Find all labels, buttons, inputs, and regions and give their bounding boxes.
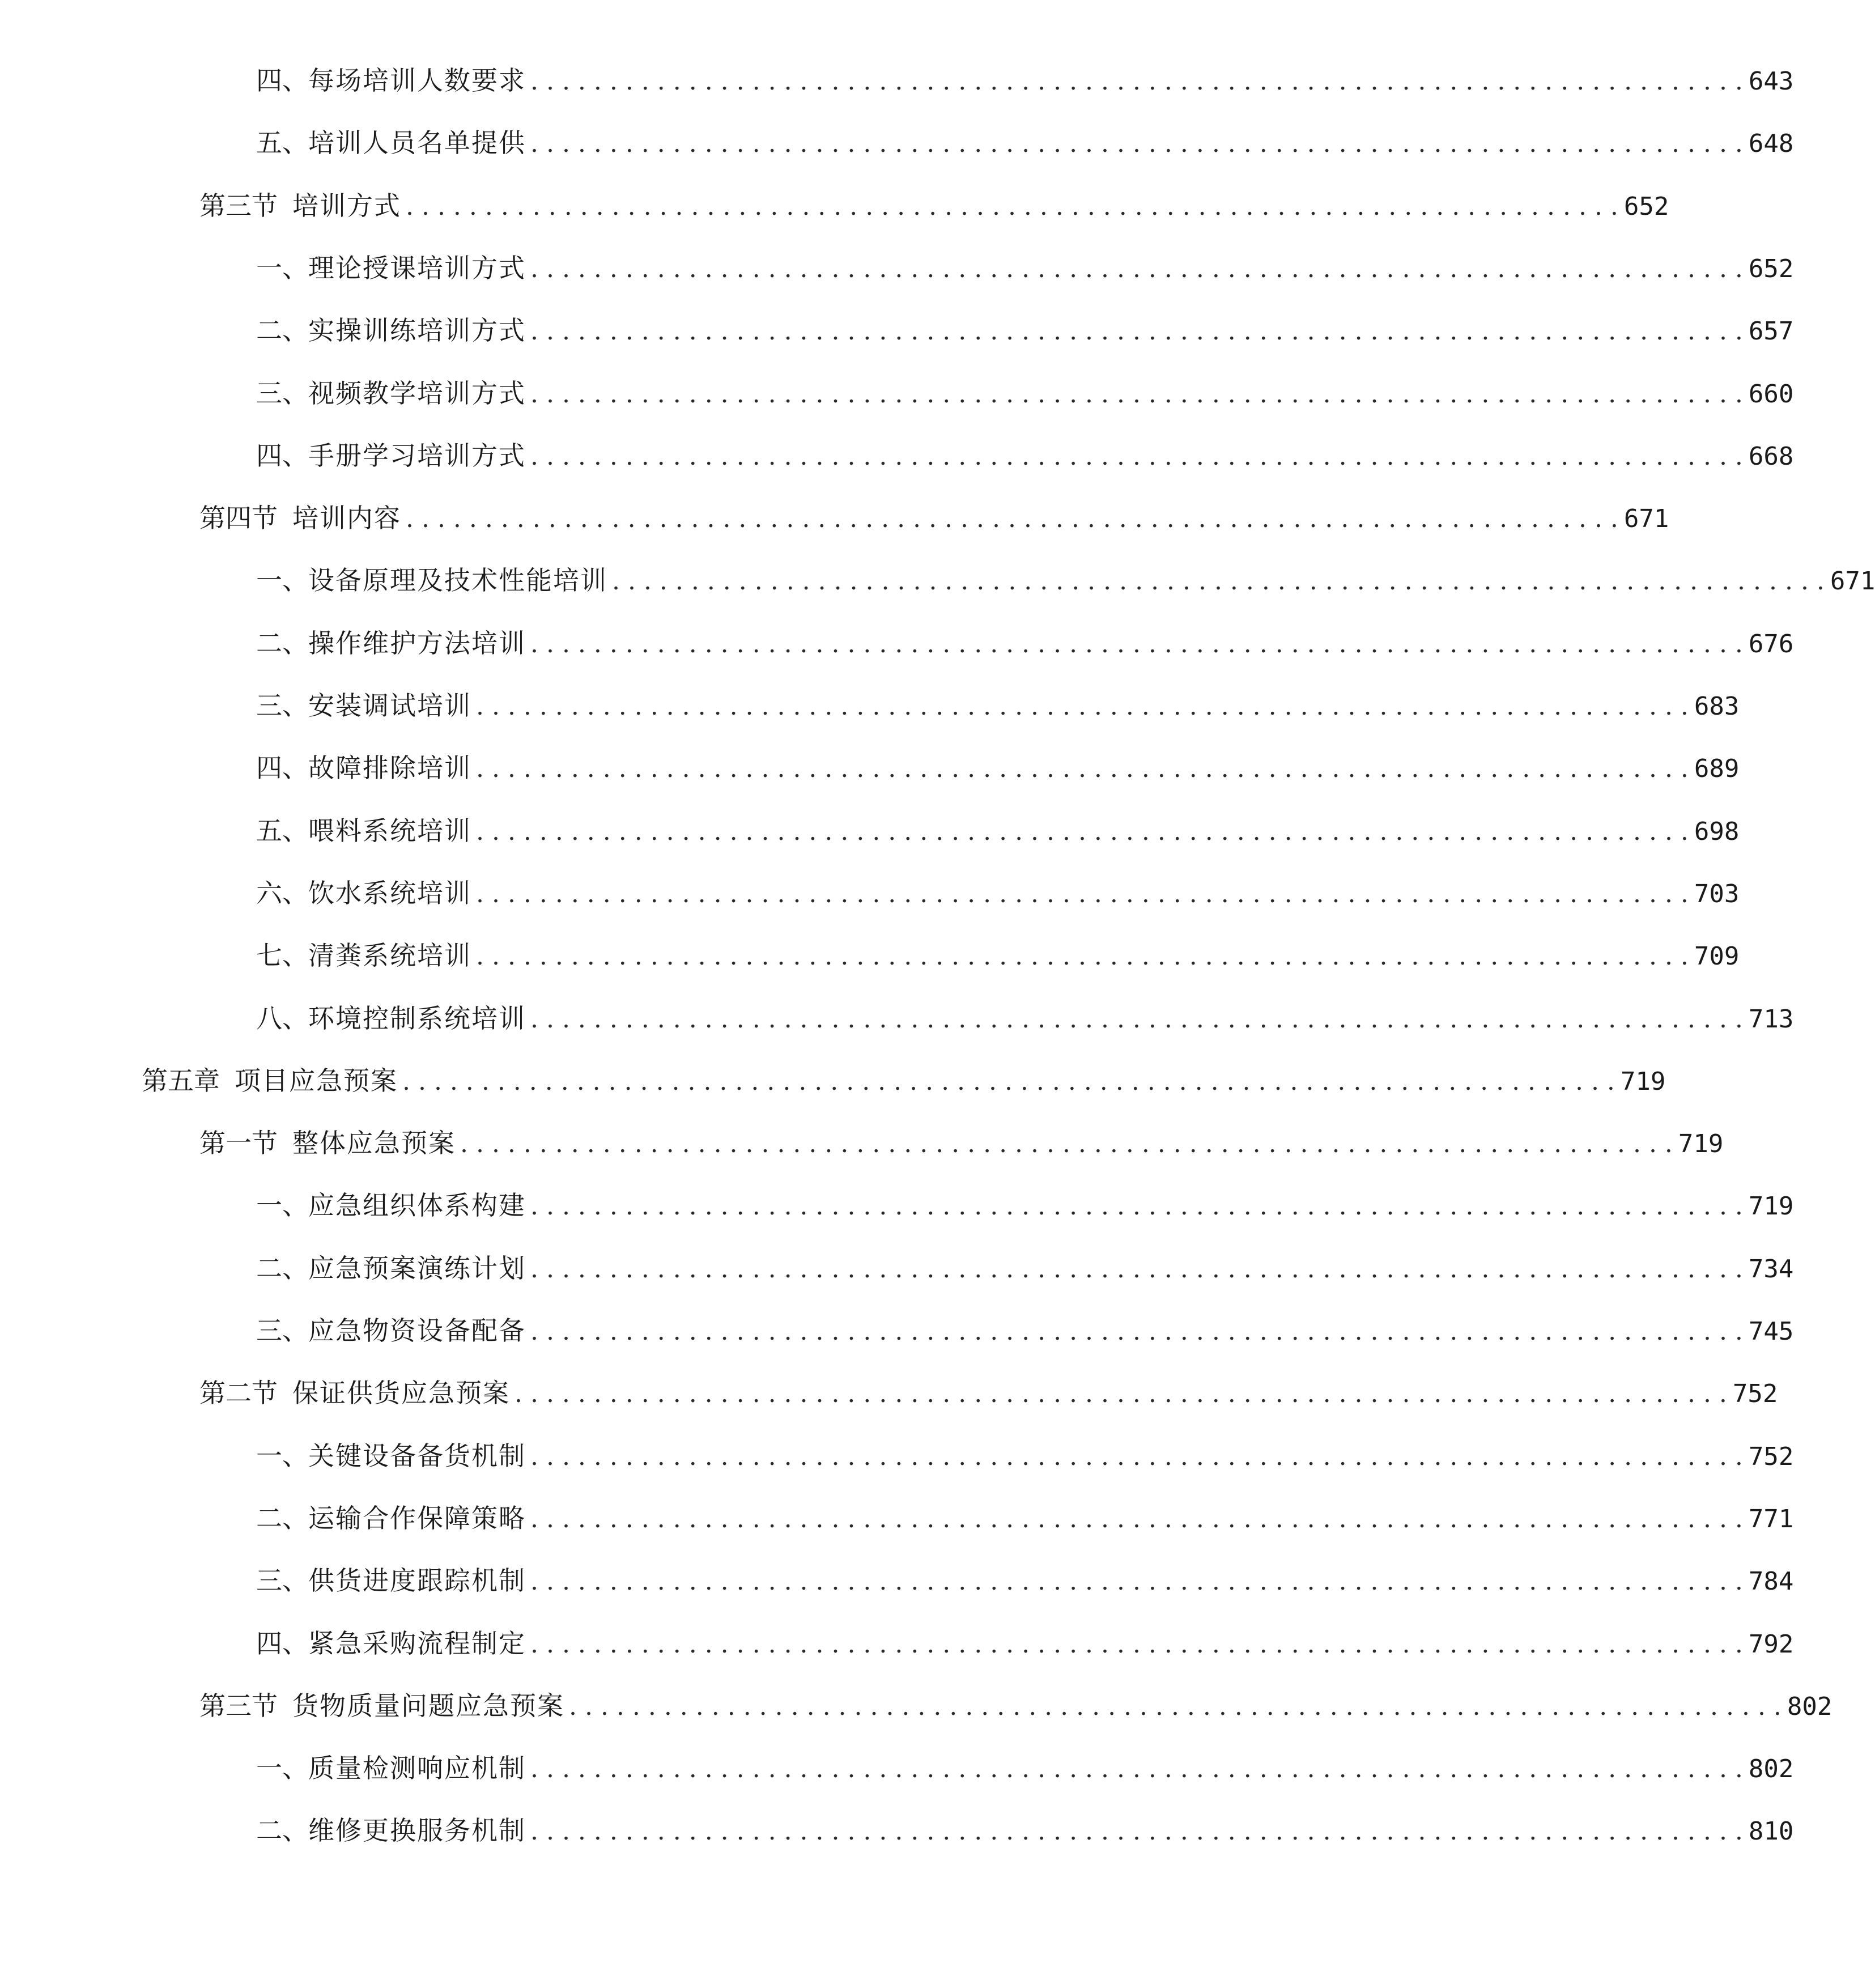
toc-entry[interactable] — [199, 1683, 1833, 1728]
entry-marker: 第五章 — [142, 1065, 220, 1096]
entry-title: 维修更换服务机制 — [308, 1815, 526, 1846]
toc-entry[interactable] — [256, 1308, 1794, 1353]
entry-title: 培训人员名单提供 — [308, 128, 526, 159]
dot-leader: . . . . . . . . . . . . . . . . . . . . . . . . . . . . . . . . . . . . . . . . . . . . . . . . . . . . . . . . . . . . . . . . . . . . . . . . . . . . . — [530, 1254, 1743, 1284]
toc-entry[interactable] — [256, 120, 1794, 165]
page-number: 802 — [1748, 1755, 1794, 1784]
dot-leader: . . . . . . . . . . . . . . . . . . . . . . . . . . . . . . . . . . . . . . . . . . . . . . . . . . . . . . . . . . . . . . . . . . . . . . . . . . . . . — [406, 504, 1618, 534]
dot-leader: . . . . . . . . . . . . . . . . . . . . . . . . . . . . . . . . . . . . . . . . . . . . . . . . . . . . . . . . . . . . . . . . . . . . . . . . . . . . . — [530, 129, 1743, 159]
toc-entry[interactable] — [256, 558, 1875, 603]
page-number: 683 — [1694, 692, 1740, 721]
dot-leader: . . . . . . . . . . . . . . . . . . . . . . . . . . . . . . . . . . . . . . . . . . . . . . . . . . . . . . . . . . . . . . . . . . . . . . . . . . . . . — [530, 1004, 1743, 1034]
toc-entry[interactable] — [256, 58, 1794, 103]
entry-marker: 第一节 — [199, 1128, 278, 1159]
toc-entry[interactable] — [199, 1370, 1778, 1416]
entry-title: 环境控制系统培训 — [308, 1003, 526, 1034]
entry-marker: 三、 — [256, 690, 308, 721]
entry-title: 应急组织体系构建 — [308, 1190, 526, 1221]
entry-marker: 二、 — [256, 315, 308, 346]
entry-marker: 一、 — [256, 565, 308, 596]
toc-entry[interactable] — [256, 621, 1794, 666]
dot-leader: . . . . . . . . . . . . . . . . . . . . . . . . . . . . . . . . . . . . . . . . . . . . . . . . . . . . . . . . . . . . . . . . . . . . . . . . . . . . . — [530, 441, 1743, 471]
dot-leader: . . . . . . . . . . . . . . . . . . . . . . . . . . . . . . . . . . . . . . . . . . . . . . . . . . . . . . . . . . . . . . . . . . . . . . . . . . . . . — [460, 1129, 1673, 1159]
dot-leader: . . . . . . . . . . . . . . . . . . . . . . . . . . . . . . . . . . . . . . . . . . . . . . . . . . . . . . . . . . . . . . . . . . . . . . . . . . . . . — [530, 1629, 1743, 1659]
page-number: 660 — [1748, 379, 1794, 409]
toc-entry[interactable] — [256, 808, 1740, 853]
entry-marker: 三、 — [256, 1565, 308, 1596]
entry-marker: 第三节 — [199, 1690, 278, 1721]
entry-marker: 一、 — [256, 1190, 308, 1221]
entry-title: 保证供货应急预案 — [292, 1378, 510, 1409]
entry-marker: 八、 — [256, 1003, 308, 1034]
dot-leader: . . . . . . . . . . . . . . . . . . . . . . . . . . . . . . . . . . . . . . . . . . . . . . . . . . . . . . . . . . . . . . . . . . . . . . . . . . . . . — [530, 629, 1743, 659]
dot-leader: . . . . . . . . . . . . . . . . . . . . . . . . . . . . . . . . . . . . . . . . . . . . . . . . . . . . . . . . . . . . . . . . . . . . . . . . . . . . . — [530, 317, 1743, 346]
entry-title: 培训方式 — [292, 190, 401, 221]
entry-title: 关键设备备货机制 — [308, 1440, 526, 1471]
page-number: 652 — [1623, 192, 1669, 221]
entry-title: 操作维护方法培训 — [308, 627, 526, 659]
toc-entry[interactable] — [256, 308, 1794, 353]
page-number: 771 — [1748, 1504, 1794, 1534]
dot-leader: . . . . . . . . . . . . . . . . . . . . . . . . . . . . . . . . . . . . . . . . . . . . . . . . . . . . . . . . . . . . . . . . . . . . . . . . . . . . . — [569, 1692, 1782, 1721]
toc-entry[interactable] — [256, 245, 1794, 291]
page-number: 652 — [1748, 254, 1794, 283]
entry-title: 故障排除培训 — [308, 753, 471, 784]
entry-marker: 第二节 — [199, 1378, 278, 1409]
entry-marker: 四、 — [256, 753, 308, 784]
dot-leader: . . . . . . . . . . . . . . . . . . . . . . . . . . . . . . . . . . . . . . . . . . . . . . . . . . . . . . . . . . . . . . . . . . . . . . . . . . . . . — [530, 1755, 1743, 1784]
toc-entry[interactable] — [256, 1246, 1794, 1291]
entry-marker: 一、 — [256, 252, 308, 283]
page-number: 719 — [1678, 1129, 1724, 1159]
dot-leader: . . . . . . . . . . . . . . . . . . . . . . . . . . . . . . . . . . . . . . . . . . . . . . . . . . . . . . . . . . . . . . . . . . . . . . . . . . . . . — [476, 692, 1689, 721]
page-number: 802 — [1787, 1692, 1833, 1721]
dot-leader: . . . . . . . . . . . . . . . . . . . . . . . . . . . . . . . . . . . . . . . . . . . . . . . . . . . . . . . . . . . . . . . . . . . . . . . . . . . . . — [530, 254, 1743, 283]
toc-entry[interactable] — [256, 371, 1794, 416]
toc-entry[interactable] — [256, 683, 1740, 728]
entry-marker: 第四节 — [199, 503, 278, 534]
entry-marker: 四、 — [256, 1628, 308, 1659]
page-number: 709 — [1694, 942, 1740, 971]
page-number: 719 — [1620, 1067, 1666, 1096]
page-number: 671 — [1830, 567, 1875, 596]
entry-title: 理论授课培训方式 — [308, 252, 526, 283]
dot-leader: . . . . . . . . . . . . . . . . . . . . . . . . . . . . . . . . . . . . . . . . . . . . . . . . . . . . . . . . . . . . . . . . . . . . . . . . . . . . . — [530, 379, 1743, 409]
dot-leader: . . . . . . . . . . . . . . . . . . . . . . . . . . . . . . . . . . . . . . . . . . . . . . . . . . . . . . . . . . . . . . . . . . . . . . . . . . . . . — [515, 1379, 1727, 1409]
entry-title: 整体应急预案 — [292, 1128, 456, 1159]
dot-leader: . . . . . . . . . . . . . . . . . . . . . . . . . . . . . . . . . . . . . . . . . . . . . . . . . . . . . . . . . . . . . . . . . . . . . . . . . . . . . — [612, 567, 1825, 596]
entry-marker: 五、 — [256, 128, 308, 159]
entry-title: 喂料系统培训 — [308, 815, 471, 846]
page-number: 810 — [1748, 1817, 1794, 1846]
entry-title: 培训内容 — [292, 503, 401, 534]
page-number: 676 — [1748, 629, 1794, 659]
toc-entry[interactable] — [256, 1496, 1794, 1541]
entry-title: 清粪系统培训 — [308, 940, 471, 971]
entry-marker: 第三节 — [199, 190, 278, 221]
toc-entry[interactable] — [256, 933, 1740, 978]
toc-entry[interactable] — [256, 1183, 1794, 1228]
entry-marker: 六、 — [256, 877, 308, 908]
dot-leader: . . . . . . . . . . . . . . . . . . . . . . . . . . . . . . . . . . . . . . . . . . . . . . . . . . . . . . . . . . . . . . . . . . . . . . . . . . . . . — [530, 1192, 1743, 1221]
page-number: 719 — [1748, 1192, 1794, 1221]
page-number: 698 — [1694, 817, 1740, 846]
entry-marker: 二、 — [256, 1502, 308, 1534]
entry-marker: 一、 — [256, 1753, 308, 1784]
dot-leader: . . . . . . . . . . . . . . . . . . . . . . . . . . . . . . . . . . . . . . . . . . . . . . . . . . . . . . . . . . . . . . . . . . . . . . . . . . . . . — [530, 1817, 1743, 1846]
toc-entry[interactable] — [199, 1120, 1724, 1166]
entry-title: 每场培训人数要求 — [308, 65, 526, 96]
entry-title: 供货进度跟踪机制 — [308, 1565, 526, 1596]
entry-title: 设备原理及技术性能培训 — [308, 565, 607, 596]
toc-entry[interactable] — [256, 996, 1794, 1041]
page-number: 689 — [1694, 754, 1740, 784]
entry-marker: 七、 — [256, 940, 308, 971]
entry-title: 货物质量问题应急预案 — [292, 1690, 564, 1721]
entry-title: 紧急采购流程制定 — [308, 1628, 526, 1659]
toc-entry[interactable] — [256, 1621, 1794, 1666]
page-number: 643 — [1748, 67, 1794, 96]
dot-leader: . . . . . . . . . . . . . . . . . . . . . . . . . . . . . . . . . . . . . . . . . . . . . . . . . . . . . . . . . . . . . . . . . . . . . . . . . . . . . — [530, 1317, 1743, 1346]
page-number: 734 — [1748, 1254, 1794, 1284]
page-number: 668 — [1748, 441, 1794, 471]
entry-marker: 三、 — [256, 1315, 308, 1346]
dot-leader: . . . . . . . . . . . . . . . . . . . . . . . . . . . . . . . . . . . . . . . . . . . . . . . . . . . . . . . . . . . . . . . . . . . . . . . . . . . . . — [406, 192, 1618, 221]
toc-entry[interactable] — [142, 1058, 1666, 1103]
dot-leader: . . . . . . . . . . . . . . . . . . . . . . . . . . . . . . . . . . . . . . . . . . . . . . . . . . . . . . . . . . . . . . . . . . . . . . . . . . . . . — [530, 1504, 1743, 1534]
entry-title: 视频教学培训方式 — [308, 377, 526, 409]
page-number: 648 — [1748, 129, 1794, 159]
dot-leader: . . . . . . . . . . . . . . . . . . . . . . . . . . . . . . . . . . . . . . . . . . . . . . . . . . . . . . . . . . . . . . . . . . . . . . . . . . . . . — [530, 67, 1743, 96]
dot-leader: . . . . . . . . . . . . . . . . . . . . . . . . . . . . . . . . . . . . . . . . . . . . . . . . . . . . . . . . . . . . . . . . . . . . . . . . . . . . . — [476, 942, 1689, 971]
entry-title: 实操训练培训方式 — [308, 315, 526, 346]
page-number: 752 — [1748, 1442, 1794, 1471]
entry-marker: 五、 — [256, 815, 308, 846]
entry-marker: 二、 — [256, 1252, 308, 1284]
page-number: 713 — [1748, 1004, 1794, 1034]
toc-entry[interactable] — [256, 745, 1740, 791]
dot-leader: . . . . . . . . . . . . . . . . . . . . . . . . . . . . . . . . . . . . . . . . . . . . . . . . . . . . . . . . . . . . . . . . . . . . . . . . . . . . . — [402, 1067, 1615, 1096]
dot-leader: . . . . . . . . . . . . . . . . . . . . . . . . . . . . . . . . . . . . . . . . . . . . . . . . . . . . . . . . . . . . . . . . . . . . . . . . . . . . . — [476, 754, 1689, 784]
entry-marker: 二、 — [256, 627, 308, 659]
toc-entry[interactable] — [256, 1808, 1794, 1853]
entry-marker: 三、 — [256, 377, 308, 409]
entry-title: 安装调试培训 — [308, 690, 471, 721]
entry-title: 手册学习培训方式 — [308, 440, 526, 471]
entry-title: 应急预案演练计划 — [308, 1252, 526, 1284]
entry-title: 质量检测响应机制 — [308, 1753, 526, 1784]
entry-title: 运输合作保障策略 — [308, 1502, 526, 1534]
entry-marker: 四、 — [256, 440, 308, 471]
page-number: 784 — [1748, 1567, 1794, 1596]
page-number: 792 — [1748, 1629, 1794, 1659]
entry-marker: 四、 — [256, 65, 308, 96]
page-number: 671 — [1623, 504, 1669, 534]
toc-entry[interactable] — [256, 1558, 1794, 1603]
dot-leader: . . . . . . . . . . . . . . . . . . . . . . . . . . . . . . . . . . . . . . . . . . . . . . . . . . . . . . . . . . . . . . . . . . . . . . . . . . . . . — [476, 879, 1689, 908]
entry-title: 应急物资设备配备 — [308, 1315, 526, 1346]
toc-entry[interactable] — [256, 870, 1740, 916]
entry-title: 项目应急预案 — [235, 1065, 398, 1096]
toc-entry[interactable] — [256, 433, 1794, 478]
dot-leader: . . . . . . . . . . . . . . . . . . . . . . . . . . . . . . . . . . . . . . . . . . . . . . . . . . . . . . . . . . . . . . . . . . . . . . . . . . . . . — [530, 1567, 1743, 1596]
page-number: 657 — [1748, 317, 1794, 346]
entry-marker: 二、 — [256, 1815, 308, 1846]
entry-marker: 一、 — [256, 1440, 308, 1471]
page-number: 703 — [1694, 879, 1740, 908]
toc-entry[interactable] — [256, 1433, 1794, 1479]
dot-leader: . . . . . . . . . . . . . . . . . . . . . . . . . . . . . . . . . . . . . . . . . . . . . . . . . . . . . . . . . . . . . . . . . . . . . . . . . . . . . — [476, 817, 1689, 846]
toc-entry[interactable] — [199, 495, 1669, 541]
toc-entry[interactable] — [256, 1745, 1794, 1791]
dot-leader: . . . . . . . . . . . . . . . . . . . . . . . . . . . . . . . . . . . . . . . . . . . . . . . . . . . . . . . . . . . . . . . . . . . . . . . . . . . . . — [530, 1442, 1743, 1471]
page-number: 745 — [1748, 1317, 1794, 1346]
page-number: 752 — [1732, 1379, 1778, 1409]
entry-title: 饮水系统培训 — [308, 877, 471, 908]
toc-entry[interactable] — [199, 183, 1669, 228]
